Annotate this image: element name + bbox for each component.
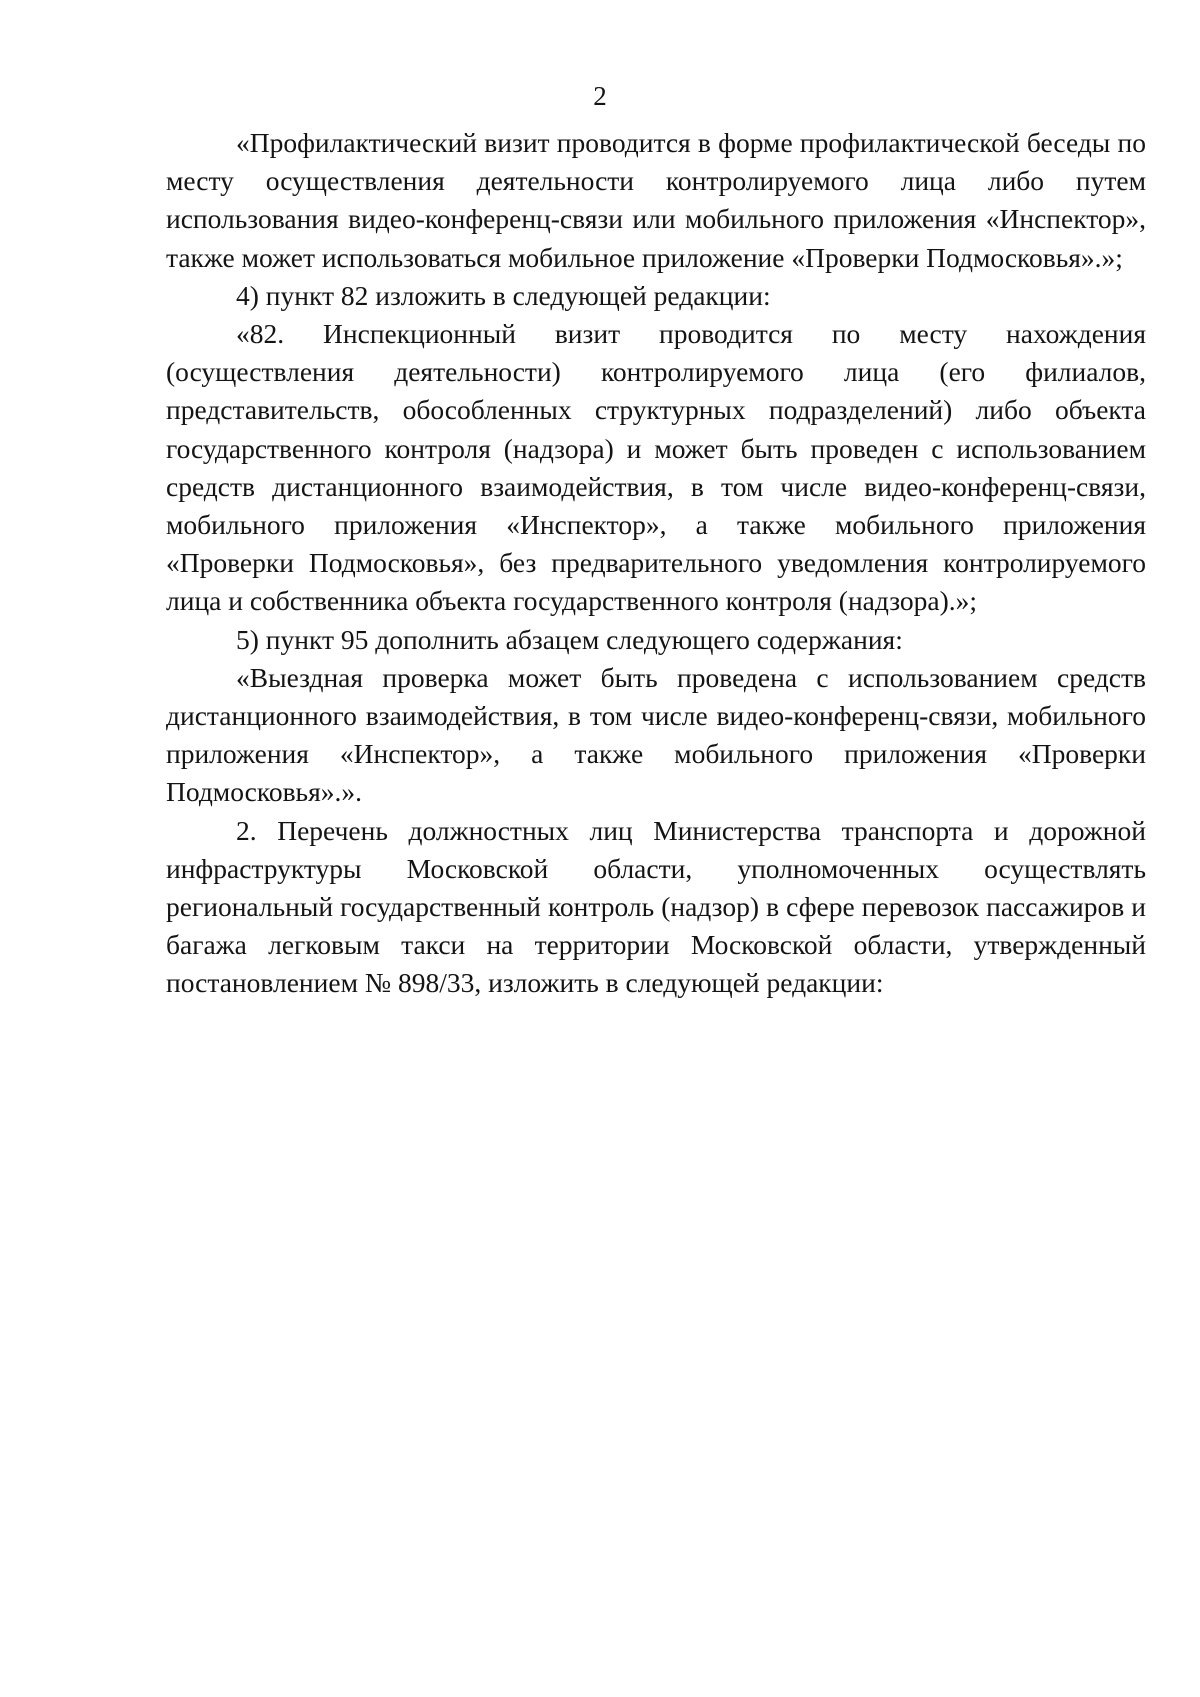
- page-number: 2: [593, 81, 607, 111]
- paragraph-inspection-visit: «82. Инспекционный визит проводится по месту нахождения (осуществления деятельности) контролируемого лица (его филиалов, представительств, обособленных структурных подразделений) либо объекта государственного контроля (надзора) и может быть проведен с использованием средств дистанционного взаимодействия, в том числе видео-конференц-связи, мобильного приложения «Инспектор», а также мобильного приложения «Проверки Подмосковья», без предварительного уведомления контролируемого лица и собственника объекта государственного контроля (надзора).»;: [166, 318, 1146, 617]
- paragraph-preventive-visit: «Профилактический визит проводится в форме профилактической беседы по месту осуществления деятельности контролируемого лица либо путем использования видео-конференц-связи или мобильного приложения «Инспектор», также может использоваться мобильное приложение «Проверки Подмосковья».»;: [166, 127, 1146, 273]
- paragraph-onsite-inspection: «Выездная проверка может быть проведена с использованием средств дистанционного взаимодействия, в том числе видео-конференц-связи, мобильного приложения «Инспектор», а также мобильного приложения «Проверки Подмосковья».».: [166, 661, 1146, 808]
- paragraph-item-5: 5) пункт 95 дополнить абзацем следующего содержания:: [236, 623, 903, 655]
- document-body: [166, 124, 1146, 1003]
- paragraph-officials-list: 2. Перечень должностных лиц Министерства транспорта и дорожной инфраструктуры Московской области, уполномоченных осуществлять региональный государственный контроль (надзор) в сфере перевозок пассажиров и багажа легковым такси на территории Московской области, утвержденный постановлением № 898/33, изложить в следующей редакции:: [166, 814, 1146, 999]
- paragraph-item-4: 4) пункт 82 изложить в следующей редакции:: [236, 279, 771, 311]
